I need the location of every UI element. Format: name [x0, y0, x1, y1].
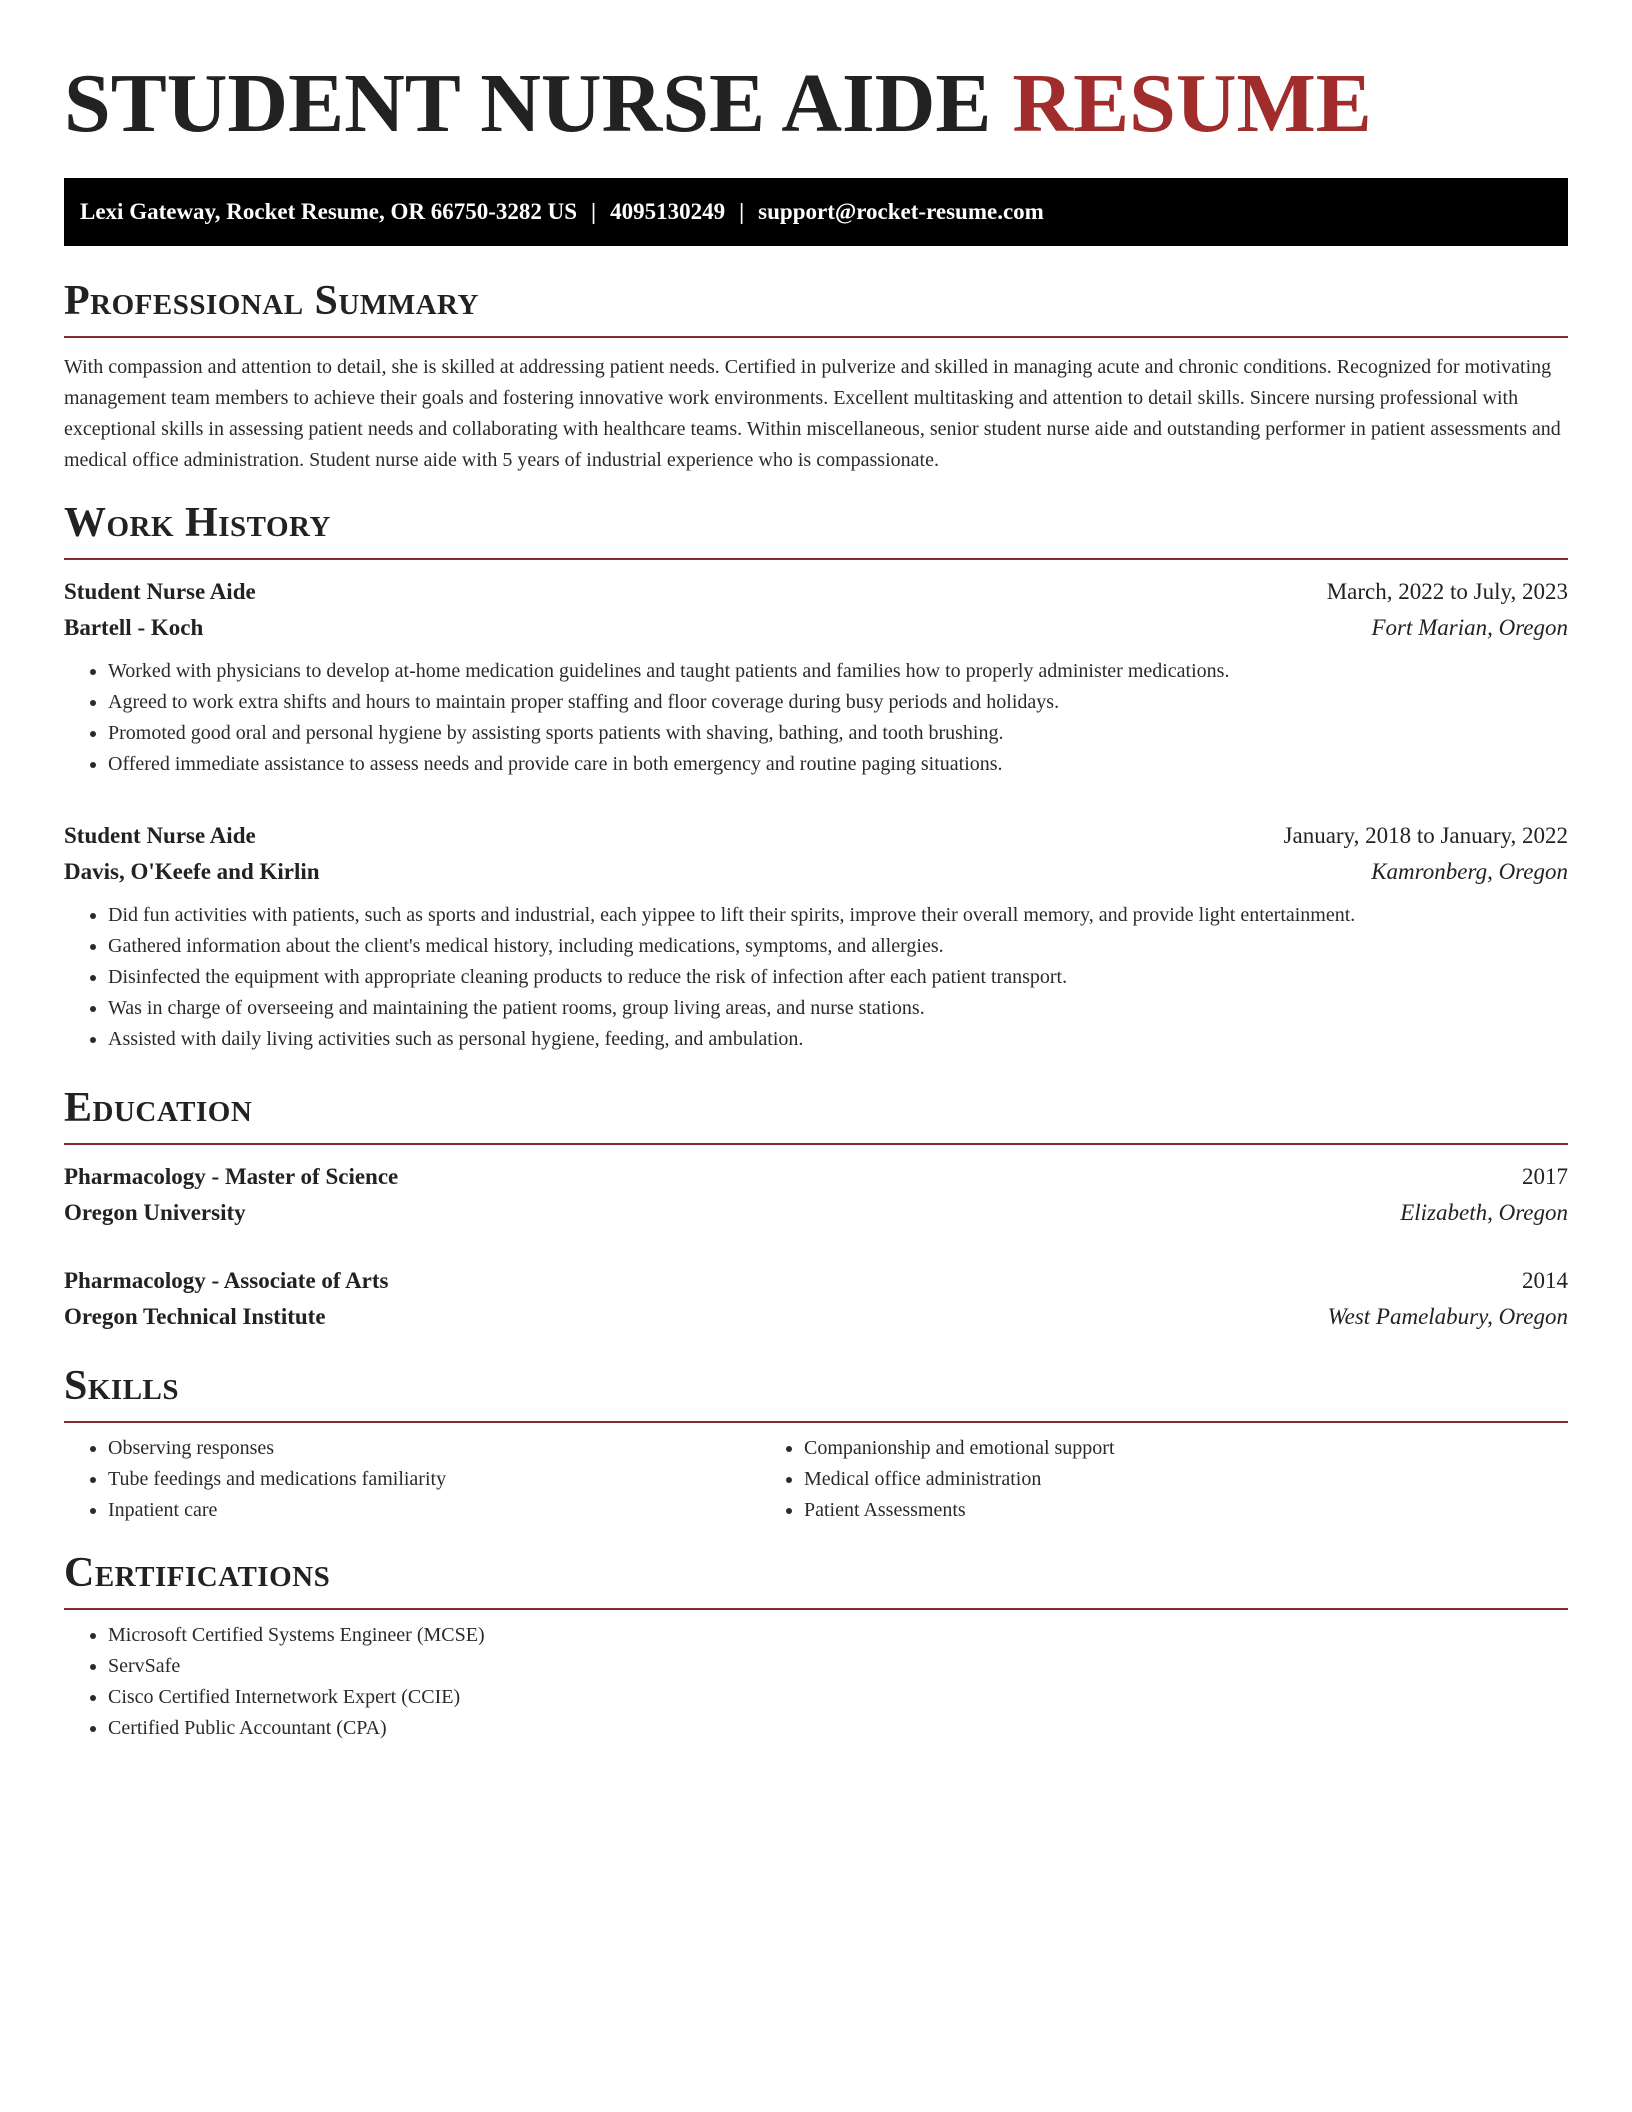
job-duty: • Did fun activities with patients, such as sports and industrial, each yippee to lift their spirits, improve their overall memory, and provide light entertainment. [108, 900, 1568, 931]
skill-item: • Tube feedings and medications familiarity [108, 1464, 760, 1495]
education-school: Oregon University [64, 1200, 246, 1225]
education-school-row [64, 1195, 1568, 1231]
job-location: Kamronberg, Oregon [1371, 859, 1568, 884]
education-year: 2017 [1522, 1164, 1568, 1189]
education-school: Oregon Technical Institute [64, 1304, 326, 1329]
skill-item: • Medical office administration [804, 1464, 1456, 1495]
skills-section [64, 1361, 1568, 1526]
job-duty: • Was in charge of overseeing and maintaining the patient rooms, group living areas, and nurse stations. [108, 993, 1568, 1024]
professional-summary-section [64, 276, 1568, 476]
section-divider [64, 1421, 1568, 1423]
section-divider [64, 1143, 1568, 1145]
job-title: Student Nurse Aide [64, 823, 256, 848]
section-divider [64, 1608, 1568, 1610]
skills-list-left [64, 1433, 760, 1526]
job-duty: • Agreed to work extra shifts and hours to maintain proper staffing and floor coverage during busy periods and holidays. [108, 687, 1568, 718]
contact-separator: | [739, 199, 745, 224]
job-company-row [64, 854, 1568, 890]
education-section [64, 1083, 1568, 1335]
job-company-row [64, 610, 1568, 646]
education-degree: Pharmacology - Associate of Arts [64, 1268, 389, 1293]
job-dates: January, 2018 to January, 2022 [1283, 823, 1568, 848]
job-duty: • Offered immediate assistance to assess needs and provide care in both emergency and routine paging situations. [108, 749, 1568, 780]
skill-item: • Inpatient care [108, 1495, 760, 1526]
job-company: Bartell - Koch [64, 615, 204, 640]
job-duty: • Worked with physicians to develop at-home medication guidelines and taught patients and families how to properly administer medications. [108, 656, 1568, 687]
job-duty: • Assisted with daily living activities such as personal hygiene, feeding, and ambulation. [108, 1024, 1568, 1055]
education-location: Elizabeth, Oregon [1400, 1200, 1568, 1225]
education-entry [64, 1263, 1568, 1335]
education-school-row [64, 1299, 1568, 1335]
job-location: Fort Marian, Oregon [1371, 615, 1568, 640]
job-dates: March, 2022 to July, 2023 [1326, 579, 1568, 604]
section-heading-work: Work History [64, 500, 331, 546]
job-entry [64, 574, 1568, 780]
section-heading-summary: Professional Summary [64, 278, 479, 324]
education-entry [64, 1159, 1568, 1231]
certification-item: • ServSafe [108, 1651, 1568, 1682]
certification-item: • Cisco Certified Internetwork Expert (CCIE) [108, 1682, 1568, 1713]
contact-email[interactable]: support@rocket-resume.com [758, 199, 1044, 224]
skills-columns [64, 1433, 1568, 1526]
job-duties-list [64, 900, 1568, 1055]
section-divider [64, 336, 1568, 338]
job-company: Davis, O'Keefe and Kirlin [64, 859, 320, 884]
contact-phone[interactable]: 4095130249 [610, 199, 726, 224]
certifications-list [64, 1620, 1568, 1744]
title-main: STUDENT NURSE AIDE [64, 57, 992, 150]
skills-list-right [760, 1433, 1456, 1526]
job-duty: • Gathered information about the client's medical history, including medications, symptoms, and allergies. [108, 931, 1568, 962]
work-history-section [64, 498, 1568, 1055]
certification-item: • Microsoft Certified Systems Engineer (MCSE) [108, 1620, 1568, 1651]
resume-title [64, 0, 1568, 160]
job-header-row [64, 818, 1568, 854]
certification-item: • Certified Public Accountant (CPA) [108, 1713, 1568, 1744]
education-degree: Pharmacology - Master of Science [64, 1164, 399, 1189]
skill-item: • Companionship and emotional support [804, 1433, 1456, 1464]
summary-text: With compassion and attention to detail, she is skilled at addressing patient needs. Certified in pulverize and skilled in managing acute and chronic conditions. Recognized for motivating management team members to achieve their goals and fostering innovative work environments. Excellent multitasking and attention to detail skills. Sincere nursing professional with exceptional skills in assessing patient needs and collaborating with healthcare teams. Within miscellaneous, senior student nurse aide and outstanding performer in patient assessments and medical office administration. Student nurse aide with 5 years of industrial experience who is compassionate. [64, 356, 1561, 471]
contact-bar [64, 178, 1568, 246]
job-title: Student Nurse Aide [64, 579, 256, 604]
skill-item: • Observing responses [108, 1433, 760, 1464]
job-entry [64, 818, 1568, 1055]
education-year: 2014 [1522, 1268, 1568, 1293]
section-heading-skills: Skills [64, 1363, 180, 1409]
skill-item: • Patient Assessments [804, 1495, 1456, 1526]
section-divider [64, 558, 1568, 560]
education-degree-row [64, 1263, 1568, 1299]
education-location: West Pamelabury, Oregon [1327, 1304, 1568, 1329]
job-duty: • Promoted good oral and personal hygiene by assisting sports patients with shaving, bathing, and tooth brushing. [108, 718, 1568, 749]
certifications-section [64, 1548, 1568, 1744]
education-degree-row [64, 1159, 1568, 1195]
job-duty: • Disinfected the equipment with appropriate cleaning products to reduce the risk of infection after each patient transport. [108, 962, 1568, 993]
title-accent: RESUME [1012, 57, 1372, 150]
section-heading-certifications: Certifications [64, 1550, 331, 1596]
section-heading-education: Education [64, 1085, 253, 1131]
contact-address: Lexi Gateway, Rocket Resume, OR 66750-3282 US [80, 199, 578, 224]
job-header-row [64, 574, 1568, 610]
contact-separator: | [591, 199, 597, 224]
job-duties-list [64, 656, 1568, 780]
